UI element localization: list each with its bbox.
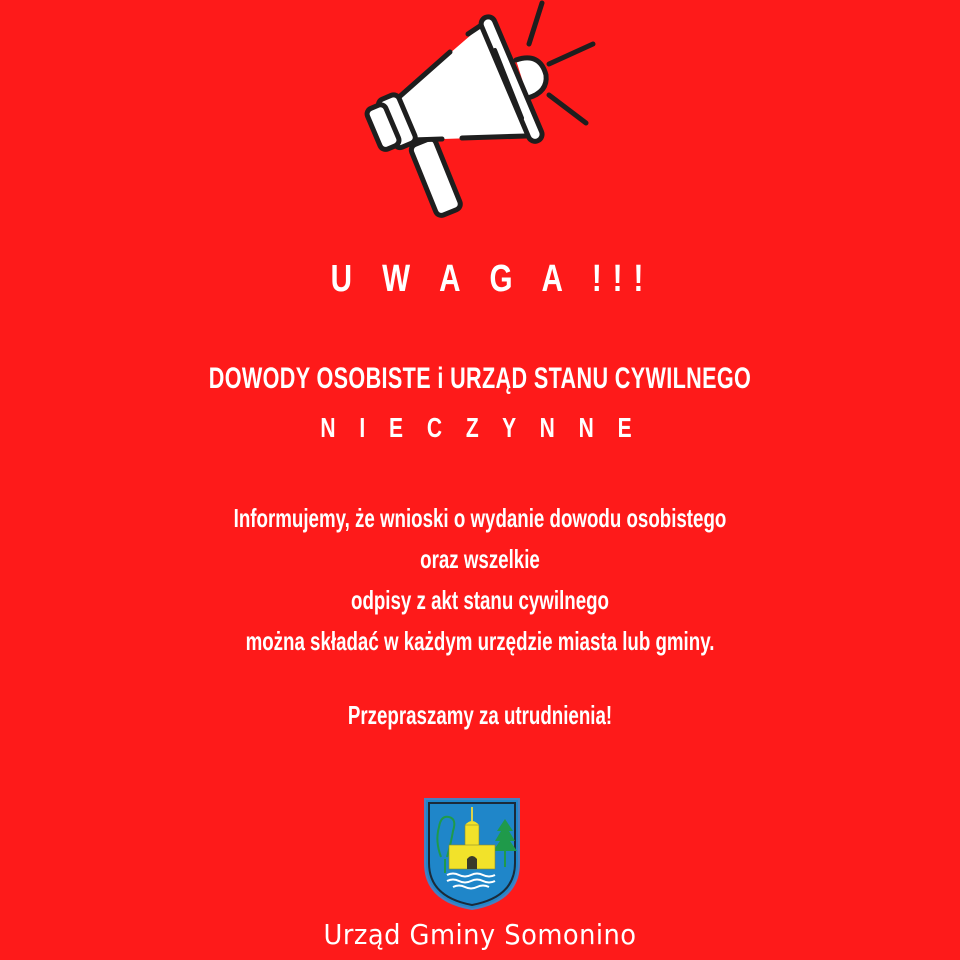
apology-text: Przepraszamy za utrudnienia! bbox=[347, 700, 613, 730]
status-closed: N I E C Z Y N N E bbox=[320, 412, 641, 443]
megaphone-icon bbox=[350, 0, 610, 230]
info-line-1: Informujemy, że wnioski o wydanie dowodu osobistego bbox=[233, 503, 727, 533]
info-line-3: odpisy z akt stanu cywilnego bbox=[351, 585, 609, 615]
headline-uwaga: U W A G A !!! bbox=[330, 258, 655, 300]
subtitle-services: DOWODY OSOBISTE i URZĄD STANU CYWILNEGO bbox=[208, 362, 752, 395]
info-line-4: można składać w każdym urzędzie miasta lub gminy. bbox=[245, 626, 715, 656]
organization-name: Urząd Gminy Somonino bbox=[323, 918, 637, 951]
information-text bbox=[0, 498, 960, 662]
info-line-2: oraz wszelkie bbox=[420, 544, 540, 574]
coat-of-arms-icon bbox=[423, 797, 521, 911]
